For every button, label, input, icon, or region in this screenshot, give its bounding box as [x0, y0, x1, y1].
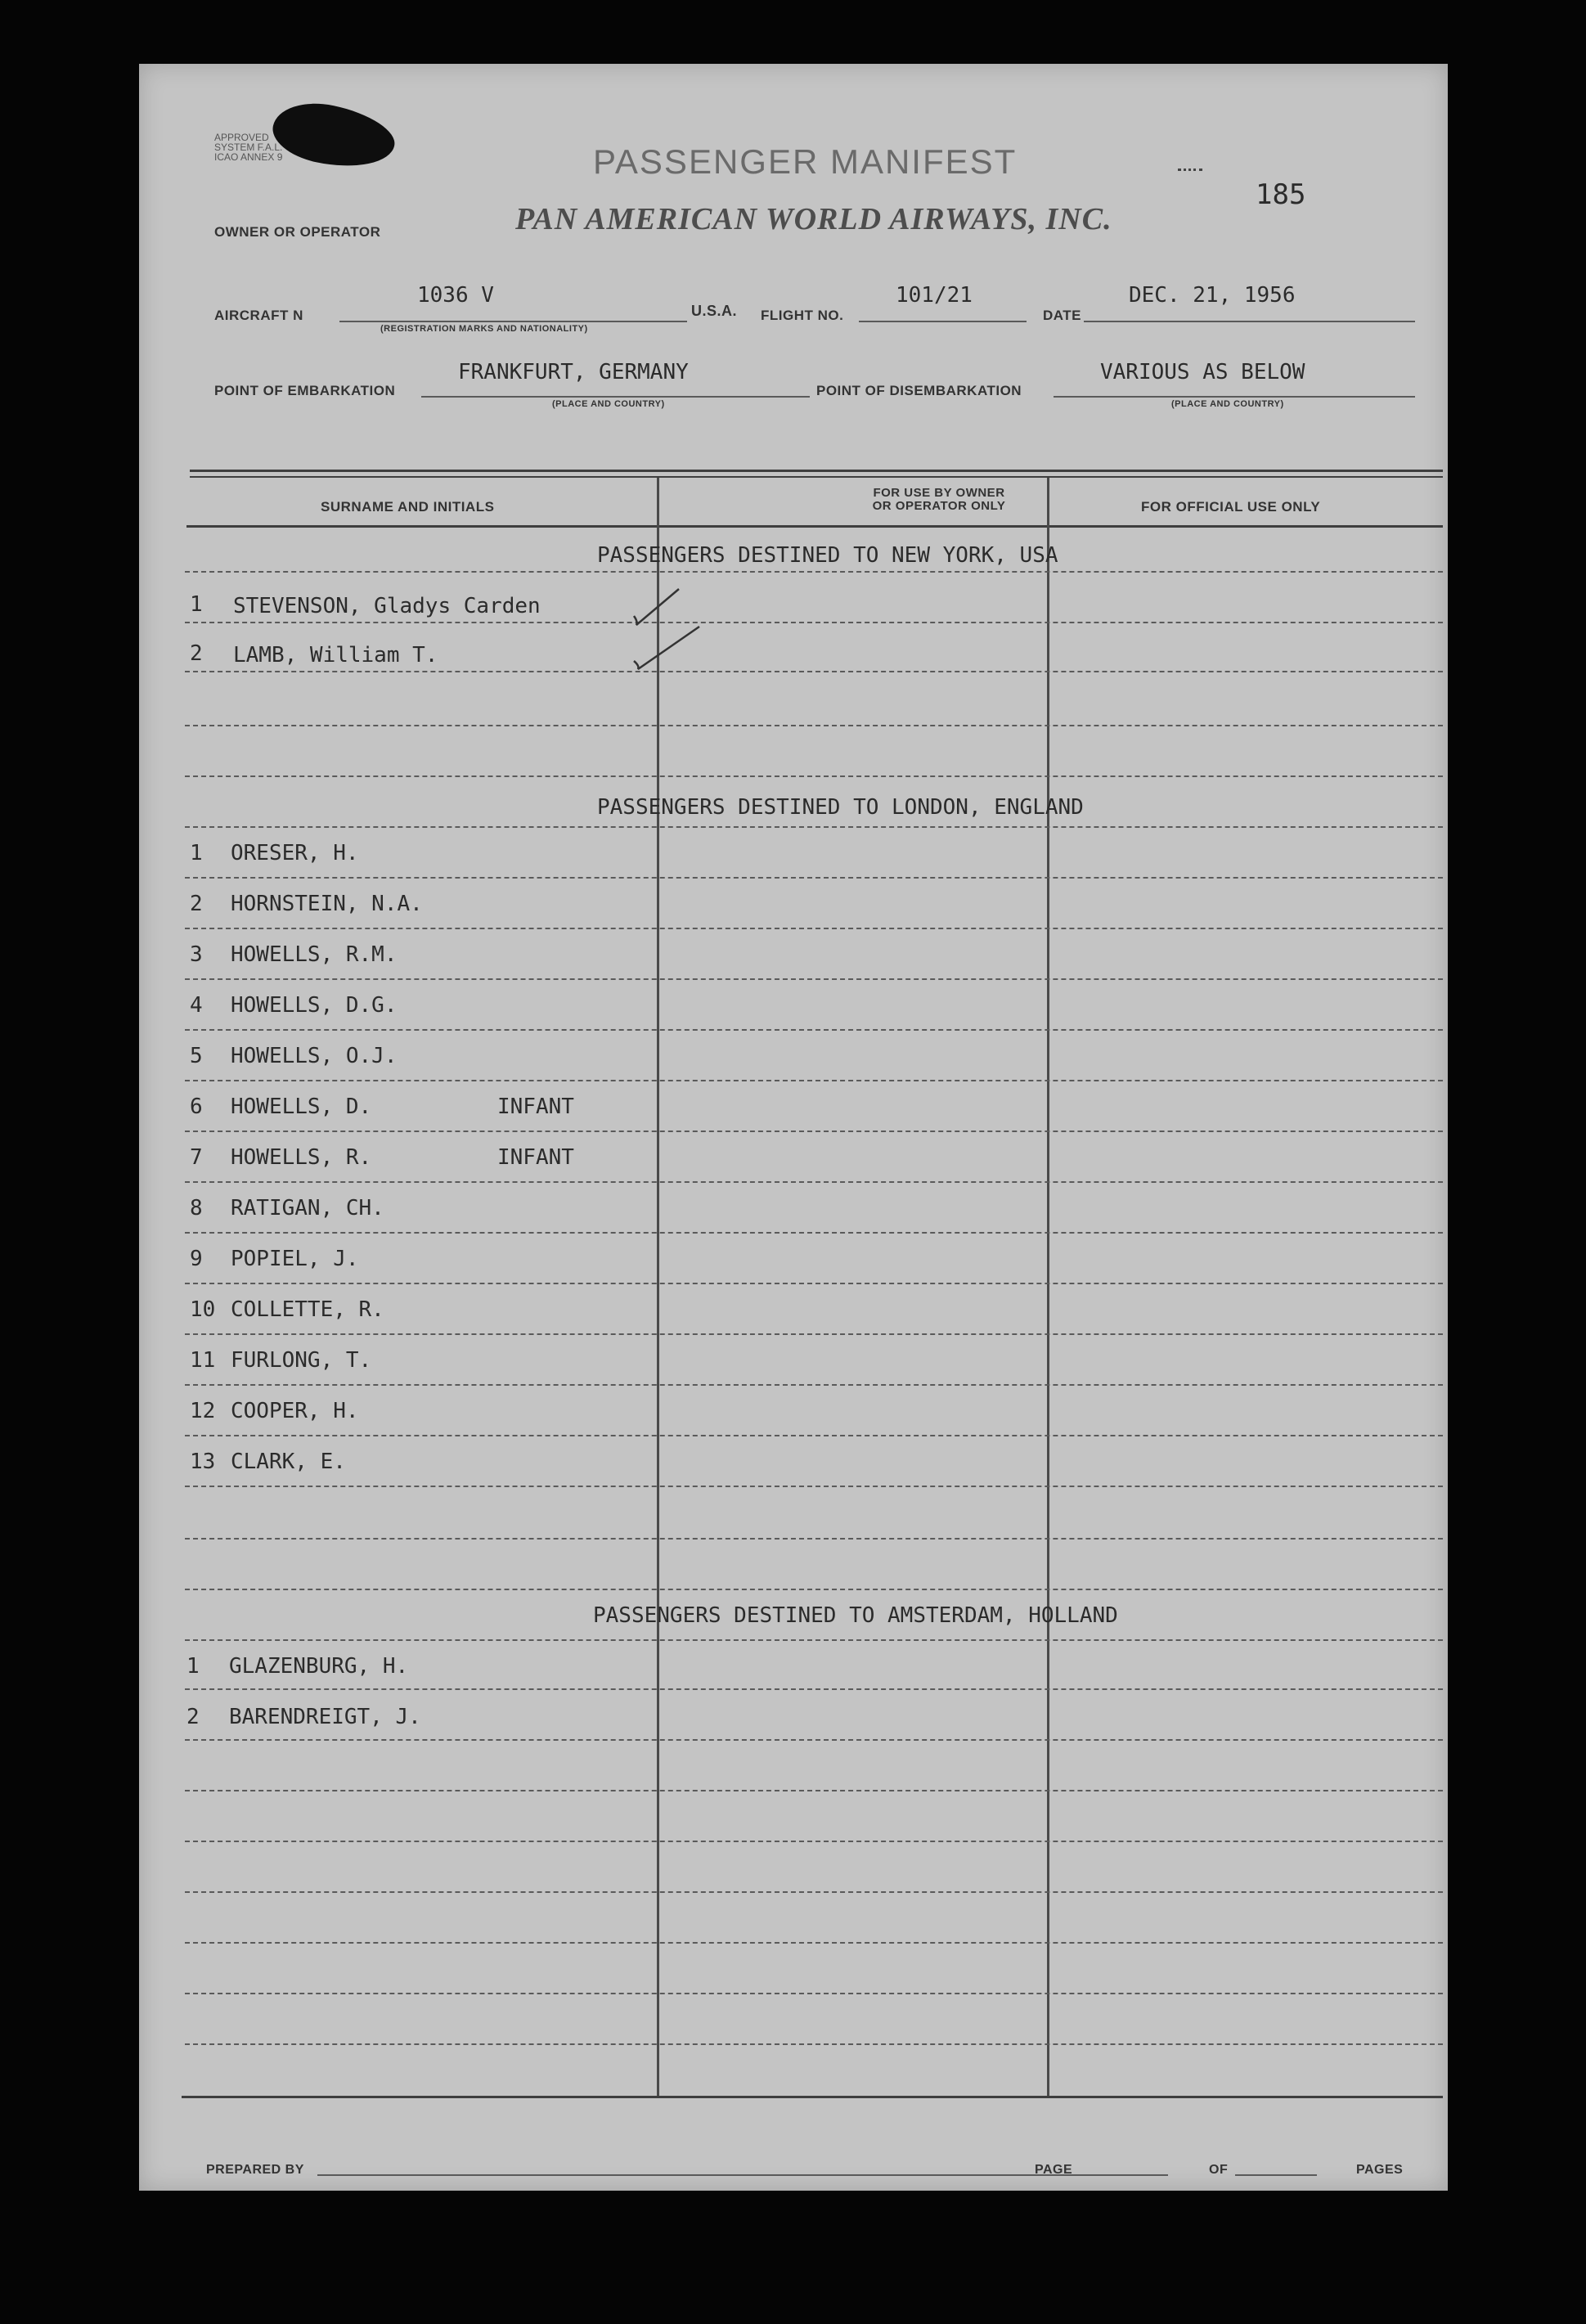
row-rule [185, 978, 1443, 980]
row-rule [185, 877, 1443, 879]
passenger-num: 7 [190, 1145, 203, 1170]
of-line [1235, 2174, 1317, 2176]
aircraft-label: AIRCRAFT N [214, 308, 303, 323]
row-rule [185, 1589, 1443, 1590]
passenger-num: 3 [190, 942, 203, 967]
row-rule [185, 1333, 1443, 1335]
row-rule [185, 571, 1443, 573]
disembarkation-underline [1054, 396, 1415, 398]
approval-stamp [214, 133, 282, 162]
passenger-note: INFANT [497, 1095, 574, 1119]
passenger-num: 2 [190, 641, 203, 666]
header-rule [186, 525, 1443, 528]
check-marks [630, 571, 728, 677]
row-rule [185, 1538, 1443, 1540]
passenger-num: 5 [190, 1044, 203, 1068]
passenger-name: CLARK, E. [231, 1450, 346, 1474]
disembarkation-label: POINT OF DISEMBARKATION [816, 383, 1022, 398]
group-heading-amsterdam: PASSENGERS DESTINED TO AMSTERDAM, HOLLAND [593, 1603, 1118, 1628]
aircraft-value: 1036 V [417, 283, 494, 308]
passenger-num: 11 [190, 1348, 216, 1373]
group-heading-new-york: PASSENGERS DESTINED TO NEW YORK, USA [597, 543, 1058, 568]
passenger-name: LAMB, William T. [233, 643, 438, 668]
row-rule [185, 1283, 1443, 1284]
embarkation-caption: (PLACE AND COUNTRY) [552, 399, 665, 409]
passenger-name: HOWELLS, D. [231, 1095, 372, 1119]
mark [1178, 169, 1202, 171]
date-label: DATE [1043, 308, 1082, 323]
passenger-name: HORNSTEIN, N.A. [231, 892, 423, 916]
passenger-num: 2 [186, 1705, 200, 1729]
row-rule [185, 1639, 1443, 1641]
company-name: PAN AMERICAN WORLD AIRWAYS, INC. [515, 202, 1112, 236]
flight-label: FLIGHT NO. [761, 308, 844, 323]
passenger-num: 1 [186, 1654, 200, 1679]
passenger-name: HOWELLS, O.J. [231, 1044, 398, 1068]
embarkation-underline [421, 396, 810, 398]
row-rule [185, 1891, 1443, 1893]
passenger-name: FURLONG, T. [231, 1348, 372, 1373]
row-rule [185, 725, 1443, 726]
flight-value: 101/21 [896, 283, 973, 308]
row-rule [185, 928, 1443, 929]
table-bottom-rule [182, 2096, 1443, 2098]
row-rule [185, 1841, 1443, 1842]
passenger-name: ORESER, H. [231, 841, 359, 865]
owner-label: OWNER OR OPERATOR [214, 224, 381, 240]
table-top-rule [190, 470, 1443, 472]
page-number: 185 [1256, 178, 1306, 211]
passenger-num: 8 [190, 1196, 203, 1220]
passenger-num: 13 [190, 1450, 216, 1474]
col-owner-use-2: OR OPERATOR ONLY [872, 499, 1006, 513]
row-rule [185, 1486, 1443, 1487]
row-rule [185, 775, 1443, 777]
row-rule [185, 1993, 1443, 1994]
registration-caption: (REGISTRATION MARKS AND NATIONALITY) [380, 324, 588, 334]
pages-label: PAGES [1356, 2163, 1404, 2177]
usa-label: U.S.A. [691, 303, 738, 319]
passenger-note: INFANT [497, 1145, 574, 1170]
passenger-name: HOWELLS, R.M. [231, 942, 398, 967]
col-divider-2 [1047, 478, 1049, 2097]
prepared-by-label: PREPARED BY [206, 2163, 304, 2177]
passenger-name: RATIGAN, CH. [231, 1196, 384, 1220]
page-line [1080, 2174, 1168, 2176]
row-rule [185, 622, 1443, 623]
date-underline [1084, 321, 1415, 322]
row-rule [185, 1942, 1443, 1944]
row-rule [185, 1232, 1443, 1234]
ink-blot [267, 94, 400, 178]
row-rule [185, 1435, 1443, 1436]
passenger-num: 12 [190, 1399, 216, 1423]
approval-line: ICAO ANNEX 9 [214, 151, 283, 163]
group-heading-london: PASSENGERS DESTINED TO LONDON, ENGLAND [597, 795, 1084, 820]
row-rule [185, 2043, 1443, 2045]
disembarkation-value: VARIOUS AS BELOW [1100, 360, 1305, 384]
col-owner-use-1: FOR USE BY OWNER [873, 486, 1005, 500]
of-label: OF [1209, 2163, 1229, 2177]
row-rule [185, 1029, 1443, 1031]
passenger-name: COLLETTE, R. [231, 1297, 384, 1322]
aircraft-underline [339, 321, 687, 322]
passenger-name: POPIEL, J. [231, 1247, 359, 1271]
passenger-name: GLAZENBURG, H. [229, 1654, 409, 1679]
col-surname: SURNAME AND INITIALS [321, 499, 495, 515]
row-rule [185, 1688, 1443, 1690]
row-rule [185, 1080, 1443, 1081]
row-rule [185, 1384, 1443, 1386]
passenger-name: HOWELLS, D.G. [231, 993, 398, 1018]
embarkation-label: POINT OF EMBARKATION [214, 383, 396, 398]
passenger-num: 9 [190, 1247, 203, 1271]
passenger-num: 10 [190, 1297, 216, 1322]
col-divider-1 [657, 478, 659, 2097]
passenger-num: 6 [190, 1095, 203, 1119]
passenger-name: COOPER, H. [231, 1399, 359, 1423]
row-rule [185, 1790, 1443, 1791]
row-rule [185, 671, 1443, 672]
page-label: PAGE [1035, 2163, 1073, 2177]
passenger-num: 1 [190, 841, 203, 865]
row-rule [185, 1131, 1443, 1132]
date-value: DEC. 21, 1956 [1129, 283, 1296, 308]
flight-underline [859, 321, 1027, 322]
col-official: FOR OFFICIAL USE ONLY [1141, 499, 1321, 515]
approval-line: SYSTEM F.A.L. [214, 142, 283, 153]
row-rule [185, 1181, 1443, 1183]
passenger-name: BARENDREIGT, J. [229, 1705, 421, 1729]
passenger-name: STEVENSON, Gladys Carden [233, 594, 541, 618]
form-title: PASSENGER MANIFEST [593, 142, 1018, 181]
embarkation-value: FRANKFURT, GERMANY [458, 360, 689, 384]
disembarkation-caption: (PLACE AND COUNTRY) [1171, 399, 1284, 409]
manifest-sheet [139, 64, 1448, 2191]
row-rule [185, 826, 1443, 828]
table-top-rule-2 [190, 476, 1443, 478]
passenger-num: 1 [190, 592, 203, 617]
row-rule [185, 1739, 1443, 1741]
approval-line: APPROVED [214, 132, 269, 143]
passenger-num: 4 [190, 993, 203, 1018]
passenger-num: 2 [190, 892, 203, 916]
passenger-name: HOWELLS, R. [231, 1145, 372, 1170]
